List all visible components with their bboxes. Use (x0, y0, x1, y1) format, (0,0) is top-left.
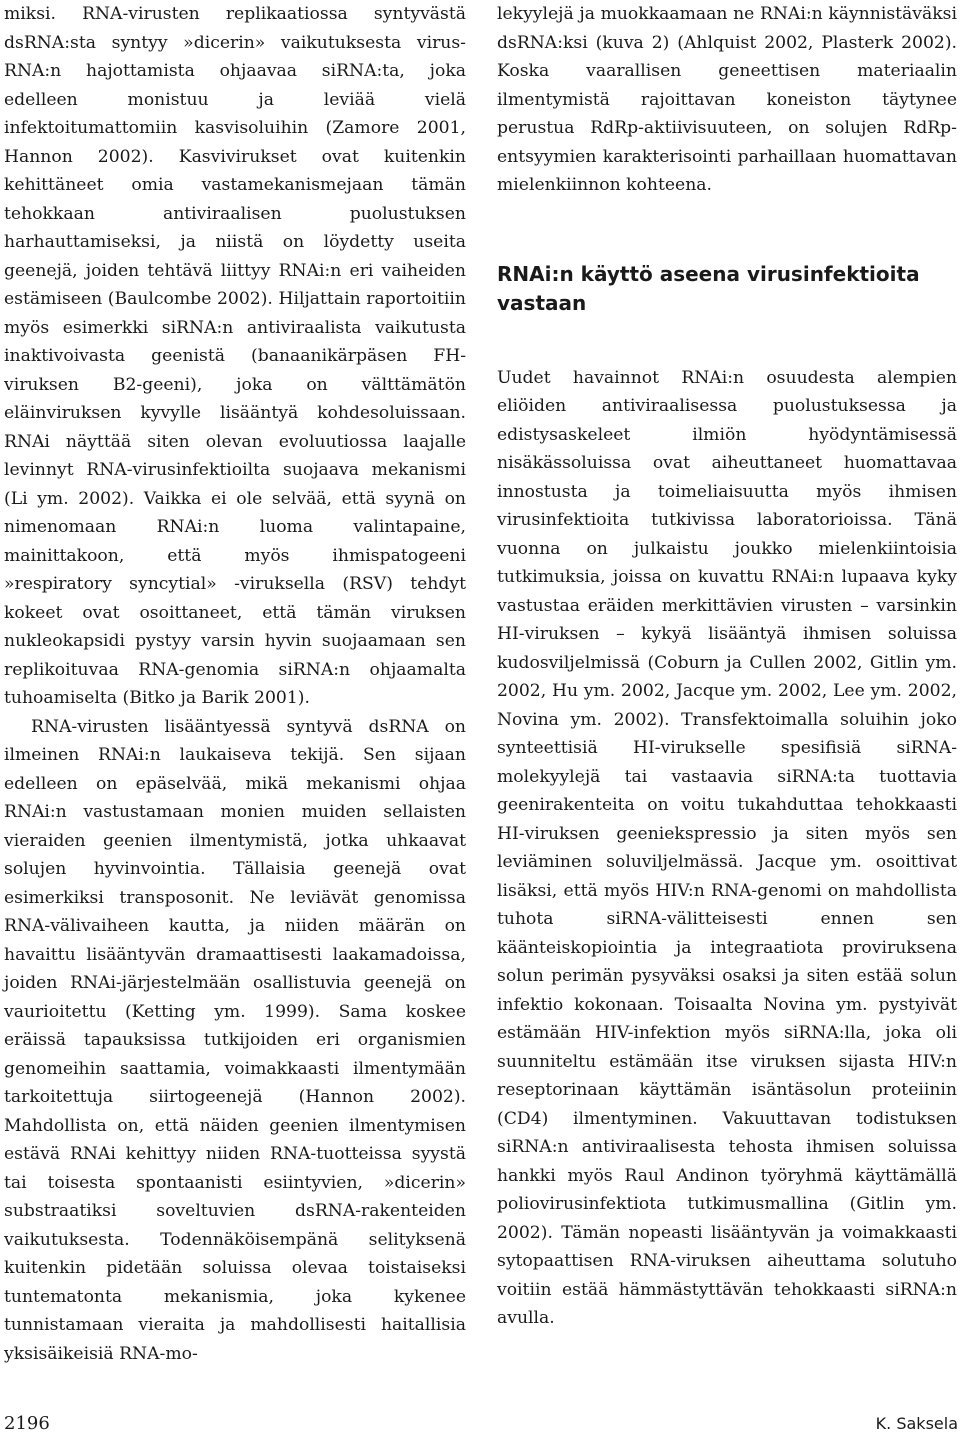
left-column (4, 0, 466, 1368)
right-column (497, 0, 957, 1333)
page-number: 2196 (4, 1413, 50, 1434)
body-paragraph-continued: lekyylejä ja muokkaamaan ne RNAi:n käynnistäväksi dsRNA:ksi (kuva 2) (Ahlquist 2002, Plasterk 2002). Koska vaarallisen geneettisen materiaalin ilmentymistä rajoittavan koneiston täytynee perustua RdRp-aktiivisuuteen, on solujen RdRp-entsyymien karakterisointi parhaillaan huomattavan mielenkiinnon kohteena. (497, 4, 957, 195)
body-paragraph-2: RNA-virusten lisääntyessä syntyvä dsRNA on ilmeinen RNAi:n laukaiseva tekijä. Sen sijaan edelleen on epäselvää, mikä mekanismi ohjaa RNAi:n vastustamaan monien muiden sellaisten vieraiden geenien ilmentymistä, jotka uhkaavat solujen hyvinvointia. Tällaisia geenejä ovat esimerkiksi transposonit. Ne leviävät genomissa RNA-välivaiheen kautta, ja niiden määrän on havaittu lisääntyvän dramaattisesti laakamadoissa, joiden RNAi-järjestelmään osallistuvia geenejä on vaurioitettu (Ketting ym. 1999). Sama koskee eräissä tapauksissa tutkijoiden eri organismien genomeihin saattamia, voimakkaasti ilmentymään tarkoitettuja siirtogeenejä (Hannon 2002). Mahdollista on, että näiden geenien ilmentymisen estävä RNAi kehittyy niiden RNA-tuotteissa syystä tai toisesta spontaanisti esiintyvien, »dicerin» substraatiksi soveltuvien dsRNA-rakenteiden vaikutuksesta. Todennäköisempänä selityksenä kuitenkin pidetään soluissa olevaa toistaiseksi tuntematonta mekanismia, joka kykenee tunnistamaan vieraita ja mahdollisesti haitallisia yksisäikeisiä RNA-mo- (4, 716, 466, 1364)
running-footer-author: K. Saksela (875, 1414, 958, 1433)
body-paragraph-after-heading: Uudet havainnot RNAi:n osuudesta alempien eliöiden antiviraalisessa puolustuksessa ja edistysaskeleet ilmiön hyödyntämisessä nisäkässoluissa ovat aiheuttaneet huomattavaa innostusta ja toimeliaisuutta myös ihmisen virusinfektioita tutkivissa laboratorioissa. Tänä vuonna on julkaistu joukko mielenkiintoisia tutkimuksia, joissa on kuvattu RNAi:n lupaava kyky vastustaa eräiden merkittävien virusten – varsinkin HI-viruksen – kykyä lisääntyä ihmisen soluissa kudosviljelmissä (Coburn ja Cullen 2002, Gitlin ym. 2002, Hu ym. 2002, Jacque ym. 2002, Lee ym. 2002, Novina ym. 2002). Transfektoimalla soluihin joko synteettisiä HI-virukselle spesifisiä siRNA-molekyylejä tai vastaavia siRNA:ta tuottavia geenirakenteita on voitu tukahduttaa tehokkaasti HI-viruksen geeniekspressio ja siten myös sen leviäminen soluviljelmässä. Jacque ym. osoittivat lisäksi, että myös HIV:n RNA-genomi on mahdollista tuhota siRNA-välitteisesti ennen sen käänteiskopiointia ja integraatiota proviruksena solun perimän pysyväksi osaksi ja siten estää solun infektio kokonaan. Toisaalta Novina ym. pystyivät estämään HIV-infektion myös siRNA:lla, joka oli suunniteltu estämään itse viruksen sijasta HIV:n reseptorinaan käyttämän isäntäsolun proteiinin (CD4) ilmentyminen. Vakuuttavan todistuksen siRNA:n antiviraalisesta tehosta ihmisen soluissa hankki myös Raul Andinon työryhmä käyttämällä poliovirusinfektiota tutkimusmallina (Gitlin ym. 2002). Tämän nopeasti lisääntyvän ja voimakkaasti sytopaattisen RNA-viruksen aiheuttama solutuho voitiin estää hämmästyttävän tehokkaasti siRNA:n avulla. (497, 367, 957, 1328)
section-heading: RNAi:n käyttö aseena virusinfektioita vastaan (497, 261, 920, 315)
body-paragraph-1: miksi. RNA-virusten replikaatiossa syntyvästä dsRNA:sta syntyy »dicerin» vaikutuksesta virus-RNA:n hajottamista ohjaavaa siRNA:ta, joka edelleen monistuu ja leviää vielä infektoitumattomiin kasvisoluihin (Zamore 2001, Hannon 2002). Kasvivirukset ovat kuitenkin kehittäneet omia vastamekanismejaan tämän tehokkaan antiviraalisen puolustuksen harhauttamiseksi, ja niistä on löydetty useita geenejä, joiden tehtävä liittyy RNAi:n eri vaiheiden estämiseen (Baulcombe 2002). Hiljattain raportoitiin myös esimerkki siRNA:n antiviraalista vaikutusta inaktivoivasta geenistä (banaanikärpäsen FH-viruksen B2-geeni), joka on välttämätön eläinviruksen kyvylle lisääntyä kohdesoluissaan. RNAi näyttää siten olevan evoluutiossa laajalle levinnyt RNA-virusinfektioilta suojaava mekanismi (Li ym. 2002). Vaikka ei ole selvää, että syynä on nimenomaan RNAi:n luoma valintapaine, mainittakoon, että myös ihmispatogeeni »respiratory syncytial» -viruksella (RSV) tehdyt kokeet ovat osoittaneet, että tämän viruksen nukleokapsidi pystyy varsin hyvin suojaamaan sen replikoituvaa RNA-genomia siRNA:n ohjaamalta tuhoamiselta (Bitko ja Barik 2001). (4, 4, 466, 708)
